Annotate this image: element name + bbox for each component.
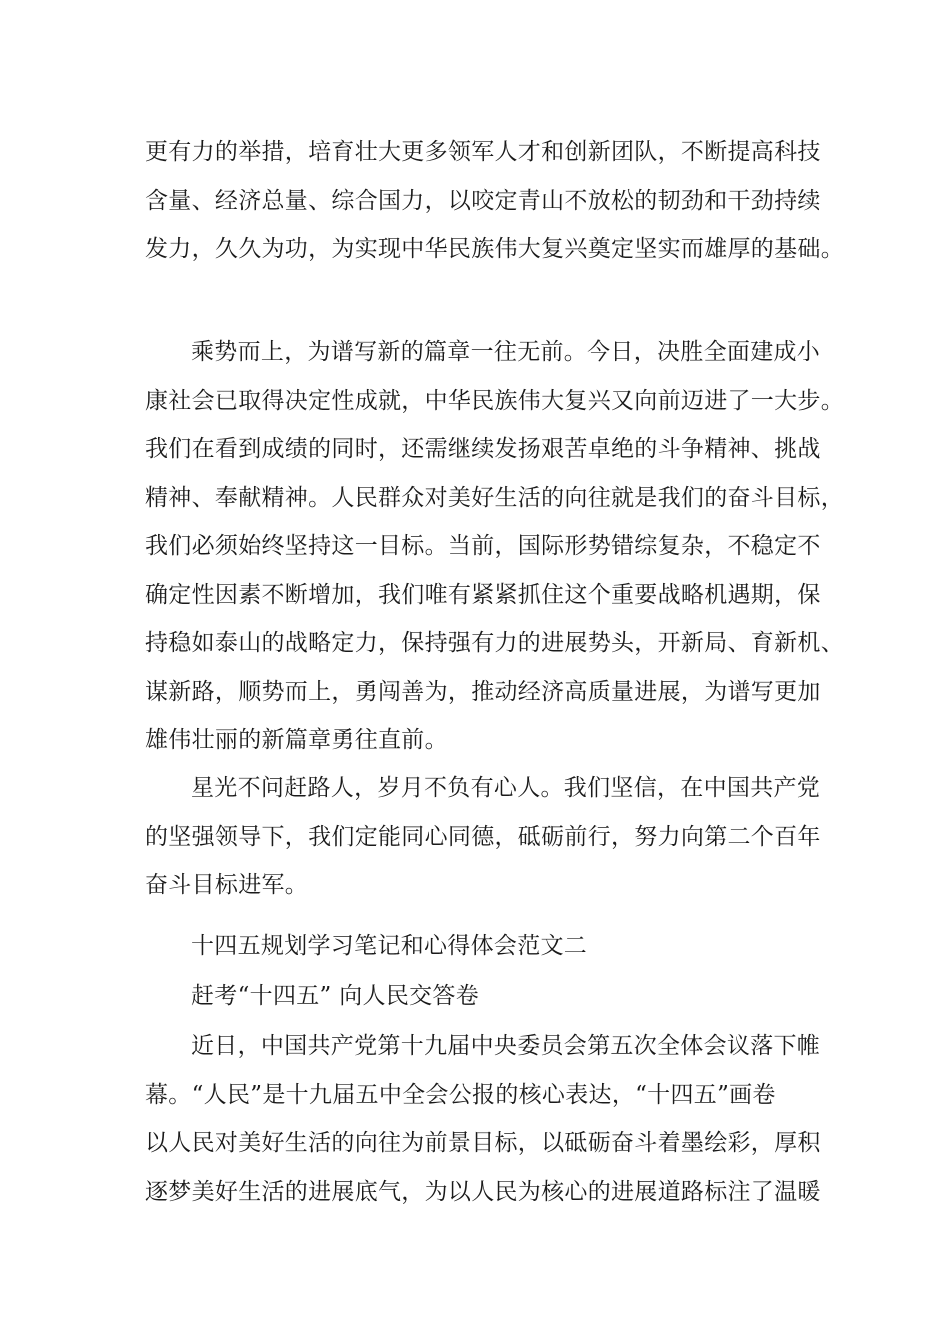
- paragraph-line: 近日，中国共产党第十九届中央委员会第五次全体会议落下帷: [191, 1033, 821, 1059]
- paragraph-line: 我们在看到成绩的同时，还需继续发扬艰苦卓绝的斗争精神、挑战: [145, 436, 821, 462]
- paragraph-line: 以人民对美好生活的向往为前景目标，以砥砺奋斗着墨绘彩，厚积: [145, 1130, 821, 1156]
- paragraph-line: 更有力的举措，培育壮大更多领军人才和创新团队，不断提高科技: [145, 139, 821, 165]
- paragraph-line: 奋斗目标进军。: [145, 872, 309, 898]
- paragraph-line: 发力，久久为功，为实现中华民族伟大复兴奠定坚实而雄厚的基础。: [145, 236, 844, 262]
- section-heading-block: [145, 922, 825, 971]
- paragraph-line: 含量、经济总量、综合国力，以咬定青山不放松的韧劲和干劲持续: [145, 187, 821, 214]
- paragraph-line: 逐梦美好生活的进展底气，为以人民为核心的进展道路标注了温暖: [145, 1178, 821, 1205]
- paragraph-line: 确定性因素不断增加，我们唯有紧紧抓住这个重要战略机遇期，保: [145, 581, 821, 608]
- paragraph-line: 乘势而上，为谱写新的篇章一往无前。今日，决胜全面建成小: [191, 339, 821, 365]
- paragraph-line: 的坚强领导下，我们定能同心同德，砥砺前行，努力向第二个百年: [145, 823, 821, 850]
- section-heading: 十四五规划学习笔记和心得体会范文二: [191, 933, 588, 959]
- paragraph-line: 雄伟壮丽的新篇章勇往直前。: [145, 727, 448, 753]
- paragraph-line: 持稳如泰山的战略定力，保持强有力的进展势头，开新局、育新机、: [145, 630, 844, 656]
- paragraph-line: 我们必须始终坚持这一目标。当前，国际形势错综复杂，不稳定不: [145, 533, 821, 559]
- paragraph-line: 星光不问赶路人，岁月不负有心人。我们坚信，在中国共产党: [191, 775, 821, 801]
- paragraph-1: [145, 128, 844, 274]
- article-title: 赶考“十四五” 向人民交答卷: [191, 983, 480, 1009]
- paragraph-4: [145, 1022, 825, 1216]
- paragraph-3: [145, 764, 825, 910]
- paragraph-2: [145, 328, 844, 765]
- paragraph-line: 幕。“人民”是十九届五中全会公报的核心表达，“十四五”画卷: [145, 1081, 776, 1108]
- article-title-block: [145, 972, 825, 1021]
- paragraph-line: 谋新路，顺势而上，勇闯善为，推动经济高质量进展，为谱写更加: [145, 678, 821, 705]
- paragraph-line: 精神、奉献精神。人民群众对美好生活的向往就是我们的奋斗目标，: [145, 484, 844, 511]
- paragraph-line: 康社会已取得决定性成就，中华民族伟大复兴又向前迈进了一大步。: [145, 387, 844, 414]
